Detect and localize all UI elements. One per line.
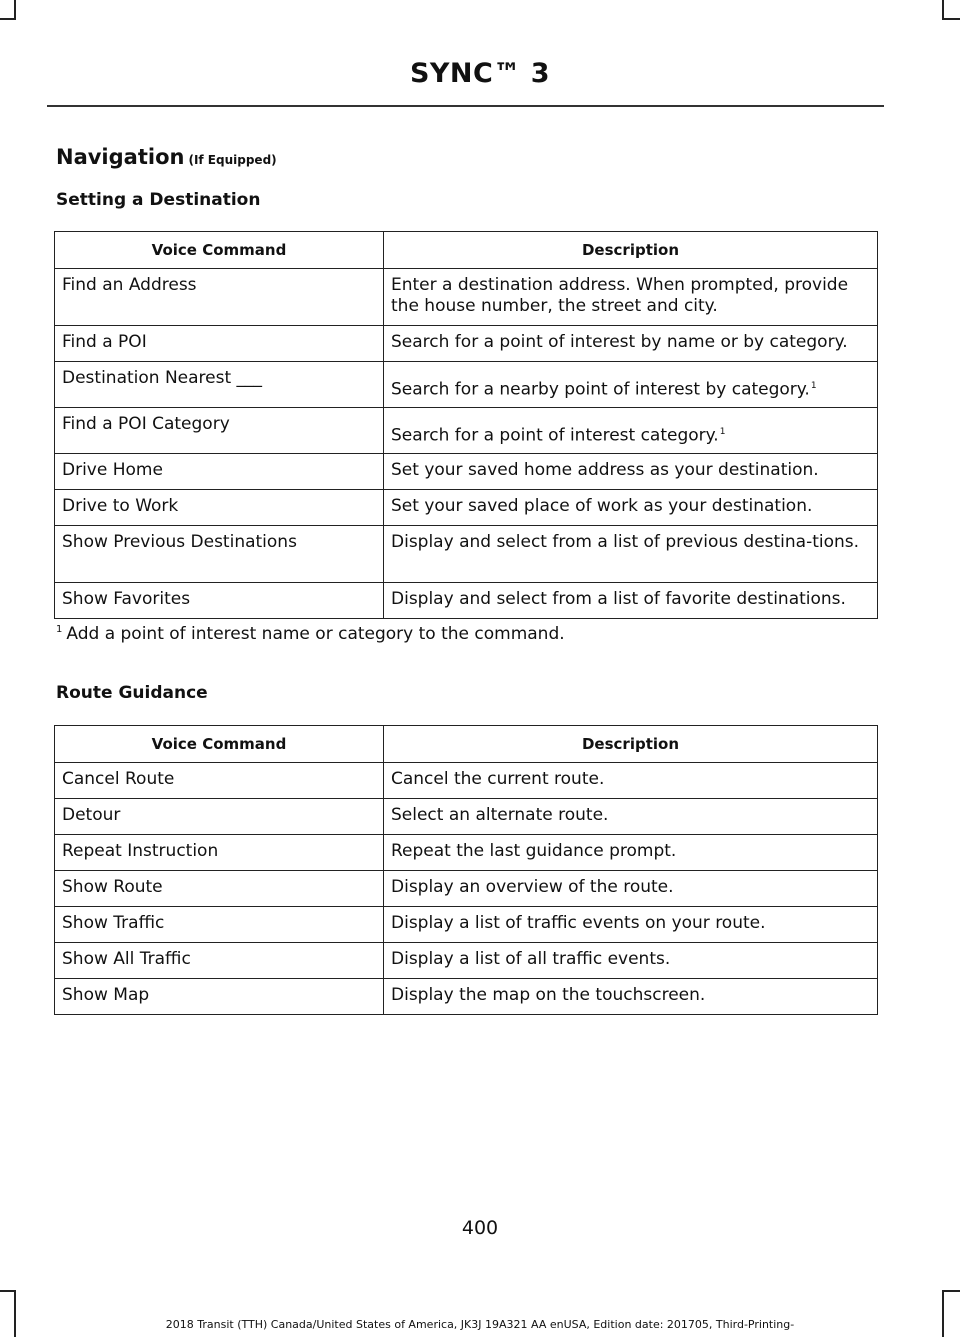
crop-mark [0, 18, 16, 20]
description-cell: Display a list of traffic events on your route. [384, 907, 878, 943]
table-row [55, 326, 878, 362]
column-header-description: Description [384, 726, 878, 763]
description-cell: Display the map on the touchscreen. [384, 979, 878, 1015]
voice-command-cell: Show Traffic [55, 907, 384, 943]
section-title-note: (If Equipped) [188, 153, 277, 167]
route-guidance-commands-table [54, 725, 878, 1015]
table-row [55, 907, 878, 943]
footnote-number: 1 [56, 624, 63, 636]
section-heading [56, 145, 277, 169]
table-row [55, 362, 878, 408]
section-title: Navigation [56, 145, 185, 169]
header-divider [47, 105, 884, 107]
table-row [55, 763, 878, 799]
table-row [55, 871, 878, 907]
column-header-description: Description [384, 232, 878, 269]
description-cell [384, 454, 878, 490]
table-row [55, 835, 878, 871]
voice-command-cell: Repeat Instruction [55, 835, 384, 871]
table-row [55, 408, 878, 454]
voice-command-cell: Show Route [55, 871, 384, 907]
table-row [55, 943, 878, 979]
crop-mark [944, 1290, 960, 1292]
subsection-heading-route-guidance: Route Guidance [56, 683, 208, 703]
table-row [55, 583, 878, 619]
description-cell [384, 326, 878, 362]
description-cell: Display an overview of the route. [384, 871, 878, 907]
crop-mark [942, 0, 944, 20]
column-header-voice-command: Voice Command [55, 726, 384, 763]
destination-commands-table [54, 231, 878, 619]
description-cell [384, 362, 878, 408]
voice-command-cell: Detour [55, 799, 384, 835]
description-cell [384, 408, 878, 454]
description-text: Display and select from a list of favorite destinations. [391, 589, 846, 609]
description-text: Set your saved place of work as your destination. [391, 496, 813, 516]
voice-command-cell: Show Map [55, 979, 384, 1015]
voice-command-cell: Destination Nearest ___ [55, 362, 384, 408]
subsection-heading-destination: Setting a Destination [56, 190, 261, 210]
voice-command-cell: Drive Home [55, 454, 384, 490]
edition-footer: 2018 Transit (TTH) Canada/United States of America, JK3J 19A321 AA enUSA, Edition date: 201705, Third-Printing- [165, 1318, 795, 1331]
description-cell: Cancel the current route. [384, 763, 878, 799]
description-text: Display and select from a list of previous destina-tions. [391, 532, 860, 552]
voice-command-cell: Show Previous Destinations [55, 526, 384, 583]
description-cell [384, 269, 878, 326]
description-text: Enter a destination address. When prompted, provide the house number, the street and city. [391, 275, 849, 316]
description-cell: Select an alternate route. [384, 799, 878, 835]
table-row [55, 799, 878, 835]
table-row [55, 269, 878, 326]
voice-command-cell: Find a POI [55, 326, 384, 362]
footnote-text: Add a point of interest name or category to the command. [66, 624, 565, 644]
voice-command-cell: Find a POI Category [55, 408, 384, 454]
description-text: Search for a point of interest by name or by category. [391, 332, 848, 352]
page-number: 400 [461, 1217, 499, 1239]
voice-command-cell: Drive to Work [55, 490, 384, 526]
description-text: Set your saved home address as your destination. [391, 460, 819, 480]
description-cell: Display a list of all traffic events. [384, 943, 878, 979]
description-cell [384, 583, 878, 619]
description-cell: Repeat the last guidance prompt. [384, 835, 878, 871]
footnote-marker: 1 [810, 381, 817, 391]
voice-command-cell: Show Favorites [55, 583, 384, 619]
voice-command-cell: Show All Traffic [55, 943, 384, 979]
table-footnote [56, 624, 565, 644]
description-text: Search for a point of interest category. [391, 425, 719, 446]
page-header-title: SYNC™ 3 [409, 58, 551, 89]
description-cell [384, 490, 878, 526]
voice-command-cell: Cancel Route [55, 763, 384, 799]
table-row [55, 454, 878, 490]
description-text: Search for a nearby point of interest by category. [391, 379, 810, 400]
table-row [55, 490, 878, 526]
voice-command-cell: Find an Address [55, 269, 384, 326]
column-header-voice-command: Voice Command [55, 232, 384, 269]
table-row [55, 526, 878, 583]
description-cell [384, 526, 878, 583]
footnote-marker: 1 [719, 427, 726, 437]
crop-mark [0, 1290, 16, 1292]
crop-mark [14, 0, 16, 20]
crop-mark [944, 18, 960, 20]
table-row [55, 979, 878, 1015]
